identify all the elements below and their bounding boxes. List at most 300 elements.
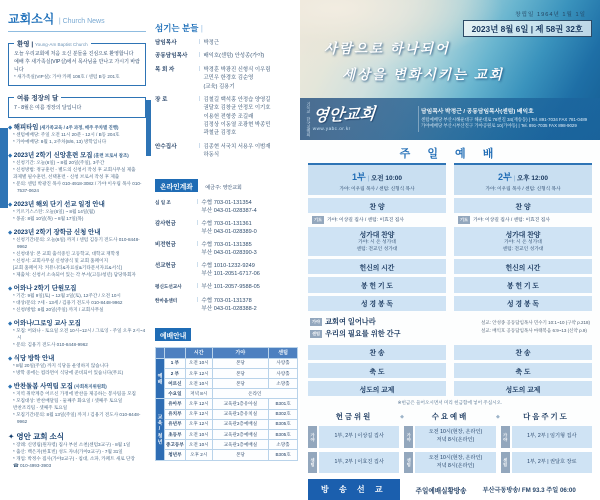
serving-role-name-line: 김정상 이동열 조광현 박종민 <box>203 122 271 129</box>
order-row: 성 경 봉 독 <box>308 296 446 311</box>
yeongan-news-line: ☎ 010-4993-3903 <box>13 463 52 469</box>
account-row <box>155 283 298 291</box>
serving-role-separator: | <box>199 39 201 45</box>
sermon-title-centum <box>310 329 401 339</box>
serving-role-name-line: 이용헌 전형중 조길래 <box>203 113 254 120</box>
offering-committee-header: 헌금위원 <box>335 412 373 422</box>
news-item-line: * 신청기간: 오늘(6일) ~ 8월 20일(주일), 3주간 <box>13 160 105 166</box>
serving-role-name-line: 권달호 김창균 안정모 이기호 <box>203 105 271 112</box>
account-separator: | <box>197 219 199 226</box>
masthead-contact-info <box>418 106 600 132</box>
news-item-line: * 키르기스스탄: 오늘(6일) ~ 8월 14일(월) <box>13 209 95 215</box>
serving-role-names <box>203 96 270 138</box>
order-row: 찬 송 <box>308 345 446 360</box>
worship-guide-centum-cell: 소망홀 <box>269 440 298 450</box>
duty-cell-wrap <box>404 452 495 474</box>
gaya-tag: 가야 <box>312 318 321 324</box>
serving-role-name-line: 김종현 서국치 서용우 이범재 <box>203 143 271 150</box>
worship-guide-row <box>156 379 298 389</box>
church-name-calligraphy: 영안교회 <box>311 105 376 125</box>
sermon-title-centum-text: 우리의 필요를 위한 간구 <box>325 328 401 338</box>
serving-role-name-line: 김철길 백석홍 안정습 양영길 <box>203 96 271 103</box>
worship-guide-section <box>155 325 298 461</box>
serving-title-bar: | <box>200 23 204 33</box>
worship-guide-gaya-cell: 본당 <box>212 358 269 368</box>
centum-tag: 센텀 <box>312 330 321 336</box>
welcome-label-en: Young-Am Baptist Church <box>35 42 88 47</box>
broadcast-mission-body <box>400 485 576 495</box>
news-item-title-suffix: (새가족교육 / 4주 과정, 매주 주차별 진행) <box>38 124 119 130</box>
worship-guide-gaya-cell: 본당 <box>212 450 269 460</box>
account-rows <box>155 199 298 313</box>
serving-role-row <box>155 39 298 47</box>
news-item-line: [교회 홈페이지: 커뮤니티&자료실&기타문서자료&서식] <box>13 264 122 270</box>
online-accounts-section <box>155 176 298 313</box>
worship-guide-centum-cell: B305호 <box>269 419 298 429</box>
service-name: 2부 <box>497 172 512 182</box>
account-numbers <box>201 283 259 291</box>
duty-cell-line: 1부, 2부 | 권달호 장로 <box>527 458 577 465</box>
worship-guide-name: 유년부 <box>164 419 185 429</box>
service-header-line <box>454 167 592 185</box>
duty-grid-row <box>308 426 592 448</box>
account-number-line: 부산 043-01-028387-4 <box>201 207 257 214</box>
church-logo <box>300 102 418 136</box>
service-header <box>308 163 446 195</box>
serving-role-separator: | <box>199 52 201 59</box>
serving-role-name-line: 박정근 <box>203 40 220 46</box>
praise-row: 찬 양 <box>454 198 592 213</box>
news-item-title <box>8 383 146 391</box>
diamond-bullet-icon: ◆ <box>8 201 14 208</box>
news-item-line: * 몽골: 8월 10일(목) ~ 8월 17일(목) <box>13 216 84 221</box>
account-label: 한마음센터 <box>155 297 178 303</box>
worship-guide-name: 유치부 <box>164 409 185 419</box>
online-accounts-label: 온라인계좌 <box>155 179 198 192</box>
account-label: 평신도선교사 <box>155 284 182 290</box>
worship-guide-header-group <box>156 347 165 358</box>
serving-role-names <box>203 66 270 91</box>
duty-cell-line: 오전 10시(현장, 온라인) <box>428 454 483 461</box>
account-separator: | <box>197 198 199 205</box>
welcome-box-title <box>14 39 91 48</box>
news-item-line: * 지역 취약계층 어르신 가정에 반찬을 제공하는 봉사팀을 모집 <box>13 391 136 396</box>
choir-line: 센텀: 전교인 성가대 <box>502 247 544 253</box>
service-header-separator: | <box>511 175 517 182</box>
account-row <box>155 199 298 215</box>
worship-guide-centum-cell: B302호 <box>269 409 298 419</box>
worship-guide-time: 오전 10시 <box>185 379 212 389</box>
news-item-title-text: 반찬돌봄 사역팀 모집 <box>13 382 73 390</box>
worship-guide-gaya-cell: 교육관2층예배실 <box>212 419 269 429</box>
account-holder: 예금주: 영안교회 <box>205 184 242 191</box>
worship-guide-time: 저녁 8시 <box>185 389 212 399</box>
serving-role-separator: | <box>199 65 201 72</box>
serving-role-name-line: 곽철균 김정호 <box>203 130 237 137</box>
campus-tag: 가야 <box>404 426 413 448</box>
serving-role-label: 안수집사 <box>155 143 177 150</box>
worship-guide-gaya-cell: 교육관1층예배실 <box>212 440 269 450</box>
news-item <box>8 285 146 314</box>
account-number-line: 수협 703-01-131385 <box>201 241 252 248</box>
issue-date-box: 2023년 8월 6일 | 제 58권 32호 <box>463 20 592 37</box>
welcome-line: 오늘 우리교회에 처음 오신 분들을 진심으로 환영합니다 <box>14 51 134 57</box>
news-item-title-text: 2023년 2학기 신앙훈련 모집 <box>13 152 93 159</box>
news-item-title-text: 어와나/그로잉 교사 모집 <box>13 319 81 327</box>
slogan-line-2: 세상을 변화시키는 교회 <box>342 66 504 82</box>
news-item-line: * 모집대상: 반찬배달팀 - 둘째주 화요일 / 셋째주 토요일 <box>13 397 123 403</box>
worship-guide-time: 오후 12시 <box>185 409 212 419</box>
news-item-title-text: 식당 방학 안내 <box>13 354 55 362</box>
worship-guide-centum-cell: B301호 <box>269 399 298 409</box>
duty-cell-wrap <box>501 426 592 448</box>
diamond-bullet-icon: ◆ <box>8 383 14 390</box>
news-item <box>8 320 146 349</box>
serving-role-label: 공동담임목사 <box>155 53 188 60</box>
serving-role-separator: | <box>199 95 201 102</box>
serving-role-row <box>155 143 298 160</box>
news-item-line: 반찬조리팀 - 셋째주 토요일 <box>13 404 68 410</box>
service-header-line <box>308 167 446 185</box>
account-label: 선교헌금 <box>155 263 176 270</box>
news-item-line: * 신청기간/문의: 오늘(6일) 까지 / 센텀 김동기 전도사 010-8448-9962 <box>13 237 140 250</box>
news-item-line: * 신청/방법: 8월 20일(주일) 까지 / 교회사무실 <box>13 306 104 312</box>
duty-cell <box>415 426 495 448</box>
prayer-tag: 기도 <box>314 216 323 222</box>
sermon-title-gaya-text: 교회여 일어나라 <box>325 316 376 326</box>
serving-role-separator: | <box>199 142 201 149</box>
star-bullet-icon: ✦ <box>8 432 17 442</box>
order-row: 봉 헌 기 도 <box>308 277 446 292</box>
diamond-bullet-icon: ◆ <box>8 124 14 131</box>
account-row <box>155 220 298 236</box>
serving-role-row <box>155 66 298 91</box>
worship-guide-time: 오후 12시 <box>185 419 212 429</box>
news-item-line: * 문의: 김용기 전도사 010-8448-9962 <box>13 341 88 347</box>
campus-tag: 센텀 <box>501 452 510 474</box>
centum-address-line: 센텀예배당 부산시해운대구 해운대로 76번길 34(재송동) | Tel. 891-7034 FAX 781-0489 <box>421 116 588 122</box>
account-separator: | <box>197 240 199 247</box>
welcome-label: 환영 | <box>17 41 34 48</box>
duty-cell-wrap <box>404 426 495 448</box>
yeongan-church-news-title <box>8 431 146 442</box>
serving-role-name-line: 고민우 한경호 김순영 <box>203 75 254 82</box>
diamond-icon: ◆ <box>400 413 404 420</box>
serving-role-row <box>155 52 298 60</box>
account-numbers <box>201 199 256 215</box>
worship-guide-name: 유아부 <box>164 399 185 409</box>
right-page <box>300 0 600 495</box>
diamond-bullet-icon: ◆ <box>8 355 14 362</box>
serving-role-name-line: (교육) 김용기 <box>203 83 235 90</box>
denomination-label: 기독교 한국침례회 <box>306 101 311 137</box>
order-row: 찬 송 <box>454 345 592 360</box>
news-item-line: * 문의: 센텀 박광진 목사 010-4918-3082 / 가야 이우림 목사 010-7537-0624 <box>13 181 142 193</box>
news-item-line: * 기간: 9월 9일(토) ~ 12월 2일(토), 12주간 / 오전 10시 <box>13 292 121 298</box>
service-header <box>454 163 592 195</box>
choir-row <box>308 227 446 256</box>
yeongan-church-news-title-text: 영안 교회 소식 <box>16 432 65 442</box>
worship-guide-row <box>156 430 298 440</box>
worship-guide-time: 오후 12시 <box>185 368 212 378</box>
account-numbers <box>201 297 256 313</box>
duty-grid-rows <box>308 426 592 473</box>
dress-month-box <box>8 97 146 118</box>
prayer-row <box>454 216 592 224</box>
order-row: 축 도 <box>308 363 446 378</box>
news-item-title-text: 2023년 2학기 장학금 신청 안내 <box>13 228 101 236</box>
news-item-line: * 모집: 어와나 - 토요일 오전 10시~12시 / 그로잉 - 주일 오후 2시~4시 <box>13 327 146 340</box>
service-time: 오전 10:00 <box>371 175 402 182</box>
news-item-line: * 대상/문의: 7세 - 13세 / 김용기 전도사 010-8448-9962 <box>13 299 123 305</box>
prayer-names: 가야: 이상길 집사 / 센텀: 이효진 집사 <box>327 218 404 224</box>
church-slogan <box>324 36 504 87</box>
serving-role-name-line: 하동식 <box>203 152 220 159</box>
yeongan-church-news <box>8 431 146 470</box>
order-row: 헌신의 시간 <box>454 259 592 274</box>
worship-guide-centum-cell: 사랑홀 <box>269 358 298 368</box>
news-item-title-suffix: (훈련 브로셔 참조) <box>92 153 129 158</box>
account-number-line: 부산 101-2051-6717-06 <box>201 271 260 278</box>
center-fold-tab <box>146 100 151 156</box>
account-label: 감사헌금 <box>155 220 176 227</box>
worship-guide-row <box>156 440 298 450</box>
choir-line: 센텀: 전교인 성가대 <box>356 247 398 253</box>
serving-role-name-line: 배익호(센텀) 안성종(가야) <box>203 53 265 60</box>
serving-role-row <box>155 96 298 138</box>
worship-guide-name: 2 부 <box>164 368 185 378</box>
service-column-bottom <box>308 342 446 397</box>
ocean-masthead-image <box>300 0 600 140</box>
yeongan-news-line: * 개업: 박정수 집사(가야2교구) - 침대, 소파, 카페트 새로 단장 <box>13 456 135 462</box>
account-number-line: 수협 703-01-131354 <box>201 199 252 206</box>
worship-guide-header-name <box>164 347 185 358</box>
worship-guide-name: 1 부 <box>164 358 185 368</box>
order-row: 축 도 <box>454 363 592 378</box>
duty-cell-line: 1부, 2부 | 이효진 집사 <box>334 458 384 465</box>
serving-section-title <box>155 22 298 34</box>
worship-guide-name: 중고등부 <box>164 440 185 450</box>
account-row <box>155 241 298 257</box>
diamond-bullet-icon: ◆ <box>8 153 14 159</box>
praise-row: 찬 양 <box>308 198 446 213</box>
broadcast-station: 부산극동방송/ FM 93.3 주일 06:00 <box>482 487 576 495</box>
prayer-names: 가야: 이상길 집사 / 센텀: 이효진 집사 <box>473 218 550 224</box>
campus-tag: 센텀 <box>404 452 413 474</box>
news-items-list <box>8 124 146 426</box>
duty-cell-wrap <box>308 452 399 474</box>
service-columns-top <box>308 163 592 311</box>
account-row <box>155 262 298 278</box>
prayer-tag: 기도 <box>460 216 469 222</box>
account-label: 십 일 조 <box>155 199 171 205</box>
account-separator: | <box>197 296 199 303</box>
dress-month-title: 여름 정장의 달 <box>14 93 61 102</box>
worship-guide-group-label: 예배 <box>156 358 165 399</box>
yeongan-news-line: * 출산: 백은자(한효빈) 성도 자녀(가야2교구) - 7월 31일 <box>13 449 123 455</box>
worship-guide-row <box>156 368 298 378</box>
news-item-line: * 제출처: 신청서 소속되어 있는 각 부서(고등/청년) 담당목회자 <box>13 271 136 277</box>
service-officiant: 가야: 이우림 목사 / 센텀: 신형식 목사 <box>485 186 561 191</box>
news-item-title-text: 어와나 2학기 단원모집 <box>13 284 77 292</box>
worship-guide-group-label: 교육/청년 <box>156 399 165 460</box>
worship-guide-gaya-cell: 교육관1층유아실 <box>212 399 269 409</box>
sermon-titles <box>310 315 401 339</box>
sermon-info-gaya: 설교: 안성종 공동담임목사 민수기 10:1~10 (구약 p.218) <box>481 319 590 325</box>
worship-guide-name: 수요일 <box>164 389 185 399</box>
order-row: 성 경 봉 독 <box>454 296 592 311</box>
news-item-title <box>8 285 146 293</box>
serving-role-label: 목 회 자 <box>155 66 175 73</box>
account-separator: | <box>197 283 199 290</box>
diamond-bullet-icon: ◆ <box>8 285 14 292</box>
serving-role-label: 담임목사 <box>155 40 177 46</box>
account-number-line: 부산 101-2057-9588-05 <box>201 284 260 291</box>
serving-role-label: 장 로 <box>155 96 168 103</box>
serving-role-name-line: 박경훈 박광진 신형식 이우림 <box>203 66 271 73</box>
account-number-line: 수협 703-01-131361 <box>201 220 252 227</box>
church-news-subtitle: | Church News <box>58 18 105 25</box>
diamond-bullet-icon: ◆ <box>8 320 14 327</box>
slogan-line-1: 사람으로 하나되어 <box>324 41 451 56</box>
worship-guide-centum-cell: 소망홀 <box>269 379 298 389</box>
worship-guide-online-cell: 온라인 <box>212 389 297 399</box>
account-number-line: 부산 043-01-028388-2 <box>201 305 257 312</box>
choir-title: 성가대 찬양 <box>359 232 395 240</box>
account-numbers <box>201 220 256 236</box>
order-row: 성도의 교제 <box>308 381 446 396</box>
serving-roles-list <box>155 39 298 160</box>
choir-line: 가야: 시 온 성가대 <box>504 240 542 246</box>
duty-cell <box>415 452 495 474</box>
campus-tag: 가야 <box>308 426 317 448</box>
news-item <box>8 124 146 146</box>
broadcast-mission-row <box>308 479 592 500</box>
account-number-line: 수협 703-01-131378 <box>201 297 252 304</box>
account-number-line: 부산 043-01-028389-0 <box>201 228 257 235</box>
masthead-strip <box>300 98 600 140</box>
account-number-line: 수협 1010-1232-9249 <box>201 263 255 270</box>
worship-guide-name: 어르신 <box>164 379 185 389</box>
worship-guide-name: 초등부 <box>164 430 185 440</box>
wednesday-service-header: 수요예배 <box>431 412 469 422</box>
order-row: 성도의 교제 <box>454 381 592 396</box>
news-item-title <box>8 229 146 237</box>
service-name: 1부 <box>351 172 366 182</box>
worship-guide-gaya-cell: 본당 <box>212 379 269 389</box>
dress-month-line: 7 - 8월은 여름 정장의 달입니다 <box>14 105 82 112</box>
duty-grid-header <box>308 411 592 422</box>
church-news-column <box>8 10 146 470</box>
news-item-title <box>8 320 146 328</box>
sermon-preacher-info <box>481 319 590 335</box>
worship-guide-centum-cell: B305호 <box>269 450 298 460</box>
news-item-line: * 방학 중에는 컵라면이 식당에 준비되어 있습니다(무료) <box>13 369 124 375</box>
worship-guide-header-centum: 센텀 <box>269 347 298 358</box>
sunday-worship-title: 주 일 예 배 <box>399 148 501 160</box>
news-item-title <box>8 124 146 132</box>
account-number-line: 부산 043-01-028390-3 <box>201 250 257 257</box>
news-item-line: 과제별 필수훈련, 선택훈련 - 신청 브로셔 작성 후 제출 <box>13 174 120 180</box>
founded-date: 창립일 1964년 1월 1일 <box>515 12 586 18</box>
account-label: 비전헌금 <box>155 241 176 248</box>
serving-role-names <box>203 143 270 160</box>
duty-cell-line: 오전 10시(현장, 온라인) <box>428 429 483 436</box>
news-item-line: * 모집기간/문의: 8월 13일(주일) 까지 / 김용기 전도사 010-8448-9962 <box>13 411 141 424</box>
worship-guide-row <box>156 389 298 399</box>
news-item <box>8 383 146 426</box>
account-numbers <box>201 262 259 278</box>
diamond-icon: ◆ <box>496 413 500 420</box>
worship-guide-row <box>156 450 298 460</box>
worship-guide-row <box>156 419 298 429</box>
news-item-title <box>8 355 146 363</box>
duty-cell-wrap <box>501 452 592 474</box>
prayer-row <box>308 216 446 224</box>
choir-row <box>454 227 592 256</box>
worship-guide-gaya-cell: 본당 <box>212 368 269 378</box>
news-item-title <box>8 201 146 209</box>
account-separator: | <box>197 262 199 269</box>
church-news-header <box>8 10 146 32</box>
service-column <box>454 163 592 311</box>
news-item-title-text: 2023년 해외 단기 선교 일정 안내 <box>13 200 105 208</box>
duty-cell-line: 1부, 2부 | 이상길 집사 <box>334 433 384 440</box>
next-week-prayer-header: 다음주기도 <box>523 412 569 422</box>
choir-line: 가야: 시 온 성가대 <box>358 240 396 246</box>
duty-cell-line: 저녁 8시(온라인) <box>436 437 475 444</box>
sunday-worship-area <box>308 163 592 500</box>
worship-guide-time: 오전 10시 <box>185 440 212 450</box>
order-row: 봉 헌 기 도 <box>454 277 592 292</box>
news-item-line: * 신청대상: 본 교회 출석중인 고등학교, 대학교 재학생 <box>13 251 120 256</box>
duty-cell <box>512 452 592 474</box>
worship-guide-name: 청년부 <box>164 450 185 460</box>
serving-role-names <box>203 52 264 60</box>
worship-guide-header-row <box>156 347 298 358</box>
worship-guide-gaya-cell: 교육관1층유치실 <box>212 409 269 419</box>
worship-guide-time: 오후 12시 <box>185 399 212 409</box>
service-column-bottom <box>454 342 592 397</box>
broadcast-program: 주일예배실황방송 <box>415 487 467 495</box>
service-column <box>308 163 446 311</box>
worship-guide-label: 예배안내 <box>155 328 191 341</box>
website-url: www.yabc.or.kr <box>312 125 351 131</box>
left-edge-tab <box>0 128 8 208</box>
sermon-info-centum: 설교: 배익호 공동담임목사 마태복음 6:9~13 (신약 p.9) <box>481 327 587 333</box>
gaya-address-line: 가야예배당 부산시부산진구 가야공원로 10(가야동) | Tel. 891-7035 FAX 898-9029 <box>421 123 577 129</box>
yeongan-church-news-lines <box>8 442 146 470</box>
duty-grid-row <box>308 452 592 474</box>
campus-tag: 가야 <box>501 426 510 448</box>
news-item <box>8 152 146 195</box>
yeongan-news-line: * 장례: 신영림(원자령) 집사 부친 소천(센텀3교구) - 8월 1일 <box>13 442 131 448</box>
news-item <box>8 355 146 377</box>
worship-guide-centum-cell: 사랑홀 <box>269 368 298 378</box>
welcome-line: 예배 후 새가족실(VIP실)에서 목사님을 만나고 가시기 바랍니다 <box>14 58 140 73</box>
serving-role-names <box>203 39 219 47</box>
serving-section <box>155 22 298 160</box>
church-news-title: 교회소식 <box>8 12 55 26</box>
welcome-note: * 새가족실(VIP실): 가야 카페 108호 / 센텀 B동 201호 <box>14 74 120 80</box>
order-row: 헌신의 시간 <box>308 259 446 274</box>
news-item <box>8 201 146 223</box>
worship-guide-gaya-cell: 교육관2층예배실 <box>212 430 269 440</box>
news-item-line: * 센텀예배당: 주일 오전 11시 20분 - 12시 / B동 204호 <box>13 132 120 138</box>
sermon-row <box>308 311 592 342</box>
diamond-bullet-icon: ◆ <box>8 229 14 236</box>
account-numbers <box>201 241 256 257</box>
